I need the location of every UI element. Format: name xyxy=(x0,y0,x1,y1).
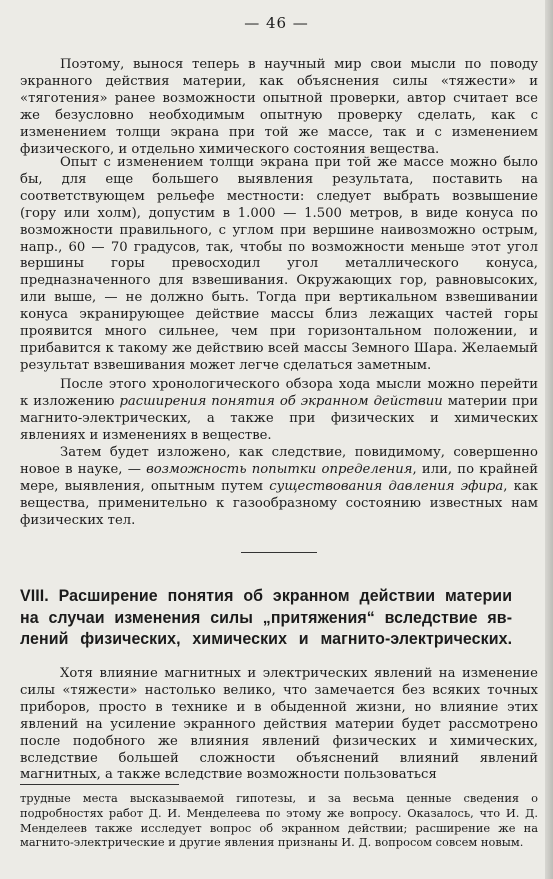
paragraph-3-part-b: материи при магнито-электрических, а также при физических и химических явлениях и изменениях в веществе. xyxy=(20,393,538,443)
paragraph-5-text: Хотя влияние магнитных и электрических явлений на изменение силы «тяжести» настолько велико, что замечается без всяких точных приборов, просто в технике и в обыденной жизни, но влияние этих явлений на усиление экранного действия материи будет рассмотрено после подобного же влияния явлений физических и химических, вследствие большей сложности объяснений влияний явлений магнитных, а также вследствие возможности пользоваться xyxy=(20,666,538,783)
footnote-text: трудные места высказываемой гипотезы, и за весьма ценные сведения о подробностях работ Д. И. Менделеева по этому же вопросу. Оказалось, что И. Д. Менделеев также исследует вопрос об экранном действии; расширение же на магнито-электрические и другие явления признаны И. Д. вопросом совсем новым. xyxy=(20,791,538,850)
paragraph-1 xyxy=(20,57,538,158)
paragraph-4-part-c: , или, по крайней мере, выявления, опытным путем xyxy=(20,461,538,494)
section-separator xyxy=(241,552,317,553)
section-heading xyxy=(20,585,512,650)
paragraph-3-text xyxy=(20,377,538,445)
footnote xyxy=(20,791,538,850)
footnote-rule xyxy=(20,784,179,785)
paragraph-3-emphasis: расширения понятия об экранном действии xyxy=(119,393,443,409)
section-heading-line-2: на случаи изменения силы „притяжения“ вследствие яв- xyxy=(20,607,513,627)
paragraph-4-part-e: , как вещества, применительно к газообразному состоянию известных нам физических тел. xyxy=(20,478,538,528)
section-heading-line-3: лений физических, химических и магнито-электрических. xyxy=(20,629,513,648)
paragraph-1-text: Поэтому, вынося теперь в научный мир свои мысли по поводу экранного действия материи, как объяснения силы «тяжести» и «тяготения» ранее возможности опытной проверки, автор считает все же безусловно необходимым опытную проверку сделать, как с изменением толщи экрана при той же массе, так и с изменением физического, и отдельно химического состояния вещества. xyxy=(20,57,538,157)
page-number: — 46 — xyxy=(244,14,309,32)
page-edge-shadow xyxy=(545,0,553,879)
paragraph-4-text xyxy=(20,445,538,530)
paragraph-4-emphasis-1: возможность попытки определения xyxy=(146,461,413,477)
section-heading-line-1: VIII. Расширение понятия об экранном действии материи xyxy=(20,586,513,605)
paragraph-2 xyxy=(20,155,538,375)
paragraph-3-part-a: После этого хронологического обзора хода мысли можно перейти к изложению xyxy=(20,377,538,409)
paragraph-3 xyxy=(20,377,538,445)
paragraph-2-text: Опыт с изменением толщи экрана при той же массе можно было бы, для еще большего выявления результата, поставить на соответствующем рельефе местности: следует выбрать возвышение (гору или холм), допустим в 1.000 — 1.500 метров, в виде конуса по возможности правильного, с углом при вершине наивозможно острым, напр., 60 — 70 градусов, так, чтобы по возможности меньше этот угол вершины горы превосходил угол металлического конуса, предназначенного для взвешивания. Окружающих гор, равновысоких, или выше, — не должно быть. Тогда при вертикальном взвешивании конуса экранирующее действие массы близ лежащих частей горы проявится много сильнее, чем при горизонтальном положении, и прибавится к такому же действию всей массы Земного Шара. Желаемый результат взвешивания может легче сделаться заметным. xyxy=(20,155,538,373)
paragraph-5 xyxy=(20,666,538,784)
paragraph-4 xyxy=(20,445,538,530)
paragraph-4-part-a: Затем будет изложено, как следствие, повидимому, совершенно новое в науке, — xyxy=(20,445,538,477)
paragraph-4-emphasis-2: существования давления эфира xyxy=(269,478,504,494)
